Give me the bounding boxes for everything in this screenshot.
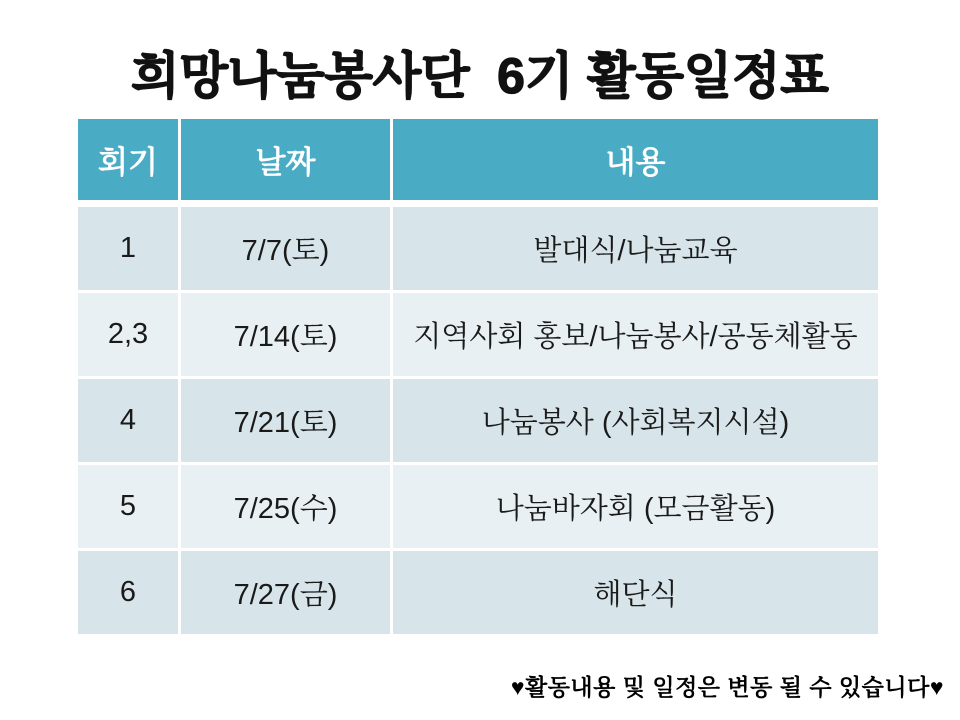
- table-row: [78, 207, 878, 290]
- table-row: [78, 551, 878, 634]
- cell-date: 7/27(금): [181, 551, 390, 634]
- cell-date: 7/21(토): [181, 379, 390, 462]
- cell-session: 4: [78, 379, 178, 462]
- activity-schedule-table: [78, 119, 878, 637]
- cell-content: 지역사회 홍보/나눔봉사/공동체활동: [393, 293, 878, 376]
- table-row: [78, 465, 878, 548]
- table-row: [78, 379, 878, 462]
- cell-content: 발대식/나눔교육: [393, 207, 878, 290]
- cell-session: 1: [78, 207, 178, 290]
- table-header-row: [78, 119, 878, 200]
- cell-session: 6: [78, 551, 178, 634]
- header-date: 날짜: [181, 119, 390, 200]
- header-session: 회기: [78, 119, 178, 200]
- cell-content: 해단식: [393, 551, 878, 634]
- schedule-change-notice: ♥활동내용 및 일정은 변동 될 수 있습니다♥: [510, 674, 944, 700]
- cell-content: 나눔바자회 (모금활동): [393, 465, 878, 548]
- table-row: [78, 293, 878, 376]
- page-title: 희망나눔봉사단 6기 활동일정표: [131, 48, 829, 104]
- cell-session: 2,3: [78, 293, 178, 376]
- header-content: 내용: [393, 119, 878, 200]
- cell-date: 7/7(토): [181, 207, 390, 290]
- cell-date: 7/14(토): [181, 293, 390, 376]
- cell-session: 5: [78, 465, 178, 548]
- cell-date: 7/25(수): [181, 465, 390, 548]
- cell-content: 나눔봉사 (사회복지시설): [393, 379, 878, 462]
